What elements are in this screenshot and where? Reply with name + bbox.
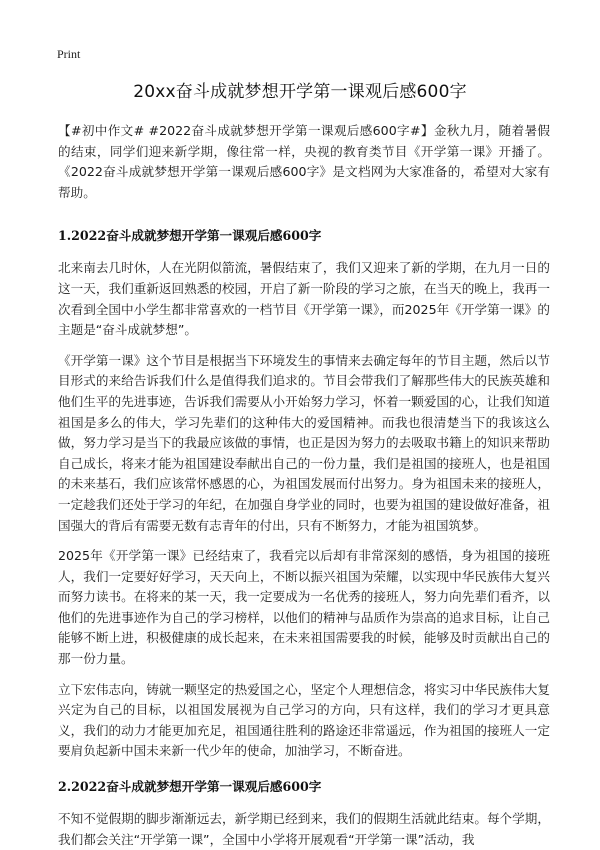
intro-paragraph: 【#初中作文# #2022奋斗成就梦想开学第一课观后感600字#】金秋九月，随着暑假的结束，同学们迎来新学期，像往常一样，央视的教育类节目《开学第一课》开播了。《2022奋斗成就梦想开学第一课观后感600字》是文档网为大家准备的，希望对大家有帮助。 [58,123,550,200]
document-body [58,121,550,850]
print-label: Print [57,47,81,61]
body-paragraph: 不知不觉假期的脚步渐渐远去，新学期已经到来，我们的假期生活就此结束。每个学期，我们都会关注“开学第一课”，全国中小学将开展观看“开学第一课”活动，我 [58,811,550,847]
body-paragraph: 《开学第一课》这个节目是根据当下环境发生的事情来去确定每年的节目主题，然后以节目形式的来给告诉我们什么是值得我们追求的。节目会带我们了解那些伟大的民族英雄和他们生平的先进事迹，告诉我们需要从小开始努力学习，怀着一颗爱国的心，让我们知道祖国是多么的伟大，学习先辈们的这种伟大的爱国精神。而我也很清楚当下的我该这么做，努力学习是当下的我最应该做的事情，也正是因为努力的去吸取书籍上的知识来帮助自己成长，将来才能为祖国建设奉献出自己的一份力量，我们是祖国的接班人，也是祖国的未来基石，我们应该常怀感恩的心，为祖国发展而付出努力。身为祖国未来的接班人，一定趁我们还处于学习的年纪，在加强自身学业的同时，也要为祖国的建设做好准备，祖国强大的背后有需要无数有志青年的付出，只有不断努力，才能为祖国筑梦。 [58,352,550,533]
document-title: 20xx奋斗成就梦想开学第一课观后感600字 [133,82,467,102]
section-heading: 2.2022奋斗成就梦想开学第一课观后感600字 [58,779,322,795]
body-paragraph: 北来南去几时休，人在光阴似箭流，暑假结束了，我们又迎来了新的学期，在九月一日的这一天，我们重新返回熟悉的校园，开启了新一阶段的学习之旅，在当天的晚上，我再一次看到全国中小学生都非常喜欢的一档节目《开学第一课》，而2025年《开学第一课》的主题是“奋斗成就梦想”。 [58,260,550,338]
section-heading: 1.2022奋斗成就梦想开学第一课观后感600字 [58,228,322,244]
body-paragraph: 立下宏伟志向，铸就一颗坚定的热爱国之心，坚定个人理想信念，将实习中华民族伟大复兴定为自己的目标，以祖国发展视为自己学习的方向，只有这样，我们的学习才更具意义，我们的动力才能更加充足，祖国通往胜利的路途还非常遥远，作为祖国的接班人一定要肩负起新中国未来新一代少年的使命，加油学习，不断奋进。 [58,681,550,759]
body-paragraph: 2025年《开学第一课》已经结束了，我看完以后却有非常深刻的感悟，身为祖国的接班人，我们一定要好好学习，天天向上，不断以振兴祖国为荣耀，以实现中华民族伟大复兴而努力读书。在将来的某一天，我一定要成为一名优秀的接班人，努力向先辈们看齐，以他们的先进事迹作为自己的学习榜样，以他们的精神与品质作为崇高的追求目标，让自己能够不断上进，积极健康的成长起来，在未来祖国需要我的时候，能够及时贡献出自己的那一份力量。 [58,548,550,667]
